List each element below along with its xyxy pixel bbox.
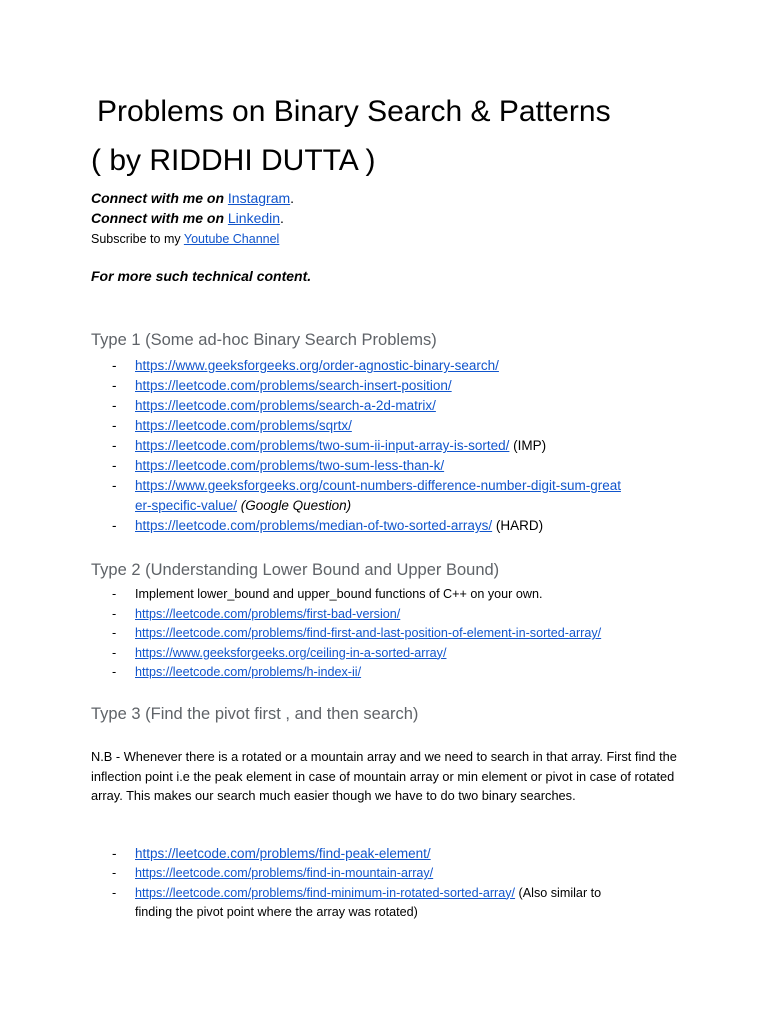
list-item: [0, 356, 768, 376]
list-item: [0, 585, 768, 605]
doc-title-line2: ( by RIDDHI DUTTA ): [91, 144, 376, 177]
problem-link[interactable]: https://leetcode.com/problems/find-first-and-last-position-of-element-in-sorted-array/: [135, 626, 602, 640]
problem-link[interactable]: https://leetcode.com/problems/sqrtx/: [135, 418, 352, 433]
list-item: [0, 644, 768, 664]
type3-heading: Type 3 (Find the pivot first , and then search): [91, 705, 419, 723]
connect-instagram-suffix: .: [290, 190, 295, 206]
list-item: [0, 844, 768, 864]
bullet-dash: -: [112, 885, 117, 900]
type1-list: [0, 356, 768, 536]
problem-link[interactable]: https://leetcode.com/problems/find-minimum-in-rotated-sorted-array/: [135, 885, 516, 900]
type3-list-cont: [0, 864, 768, 923]
connect-instagram-prefix: Connect with me on: [91, 190, 228, 206]
problem-link[interactable]: https://leetcode.com/problems/first-bad-version/: [135, 606, 401, 621]
list-item: [0, 663, 768, 683]
instagram-link[interactable]: Instagram: [227, 190, 291, 206]
problem-link-line2[interactable]: er-specific-value/: [135, 498, 238, 513]
list-item: [0, 416, 768, 436]
connect-linkedin-suffix: .: [280, 210, 284, 226]
type2-intro: Implement lower_bound and upper_bound functions of C++ on your own.: [135, 587, 543, 601]
type3-list: [0, 844, 768, 864]
problem-link[interactable]: https://leetcode.com/problems/find-in-mountain-array/: [135, 866, 434, 880]
more-content-line: For more such technical content.: [91, 268, 312, 284]
bullet-dash: -: [112, 458, 117, 473]
connect-linkedin-prefix: Connect with me on: [91, 210, 228, 226]
bullet-dash: -: [112, 418, 117, 433]
bullet-dash: -: [112, 846, 117, 861]
connect-linkedin-line: [91, 209, 284, 228]
list-item: [0, 476, 768, 516]
problem-link[interactable]: https://leetcode.com/problems/two-sum-less-than-k/: [135, 458, 445, 473]
bullet-dash: -: [112, 378, 117, 393]
problem-link[interactable]: https://leetcode.com/problems/h-index-ii/: [135, 665, 362, 679]
list-item: [0, 396, 768, 416]
bullet-dash: -: [112, 518, 117, 533]
problem-note-line2: finding the pivot point where the array was rotated): [135, 905, 418, 919]
bullet-dash: -: [112, 398, 117, 413]
problem-note: (HARD): [492, 518, 544, 533]
bullet-dash: -: [112, 587, 117, 601]
list-item: [0, 605, 768, 625]
list-item: [0, 884, 768, 923]
list-item: [0, 516, 768, 536]
problem-link[interactable]: https://leetcode.com/problems/find-peak-element/: [135, 846, 431, 861]
youtube-channel-link[interactable]: Youtube Channel: [183, 232, 280, 246]
list-item: [0, 436, 768, 456]
bullet-dash: -: [112, 478, 117, 493]
linkedin-link[interactable]: Linkedin: [227, 210, 281, 226]
bullet-dash: -: [112, 438, 117, 453]
list-item: [0, 376, 768, 396]
problem-link[interactable]: https://leetcode.com/problems/search-a-2d-matrix/: [135, 398, 436, 413]
list-item: [0, 456, 768, 476]
bullet-dash: -: [112, 645, 117, 660]
bullet-dash: -: [112, 866, 117, 880]
list-item: [0, 864, 768, 884]
problem-link[interactable]: https://www.geeksforgeeks.org/ceiling-in-a-sorted-array/: [135, 645, 447, 660]
connect-instagram-line: [91, 189, 294, 208]
type3-note: N.B - Whenever there is a rotated or a mountain array and we need to search in that array. First find the inflection point i.e the peak element in case of mountain array or min element or pivot in case of rotated array. This makes our search much easier though we have to do two binary searches.: [91, 749, 677, 803]
bullet-dash: -: [112, 626, 117, 640]
type2-heading: Type 2 (Understanding Lower Bound and Upper Bound): [91, 561, 500, 579]
bullet-dash: -: [112, 606, 117, 621]
bullet-dash: -: [112, 665, 117, 679]
problem-note: (IMP): [509, 438, 547, 453]
bullet-dash: -: [112, 358, 117, 373]
problem-link[interactable]: https://leetcode.com/problems/median-of-two-sorted-arrays/: [135, 518, 493, 533]
subscribe-line: [91, 230, 279, 249]
problem-note: (Google Question): [237, 498, 352, 513]
problem-link[interactable]: https://www.geeksforgeeks.org/order-agnostic-binary-search/: [135, 358, 499, 373]
problem-link[interactable]: https://leetcode.com/problems/two-sum-ii-input-array-is-sorted/: [135, 438, 510, 453]
problem-link-line1[interactable]: https://www.geeksforgeeks.org/count-numbers-difference-number-digit-sum-great: [135, 478, 621, 493]
subscribe-prefix: Subscribe to my: [91, 232, 184, 246]
type2-list: [0, 585, 768, 683]
problem-link[interactable]: https://leetcode.com/problems/search-insert-position/: [135, 378, 452, 393]
doc-title-line1: Problems on Binary Search & Patterns: [97, 95, 611, 128]
list-item: [0, 624, 768, 644]
problem-note: (Also similar to: [515, 885, 602, 900]
type1-heading: Type 1 (Some ad-hoc Binary Search Problems): [91, 331, 437, 349]
